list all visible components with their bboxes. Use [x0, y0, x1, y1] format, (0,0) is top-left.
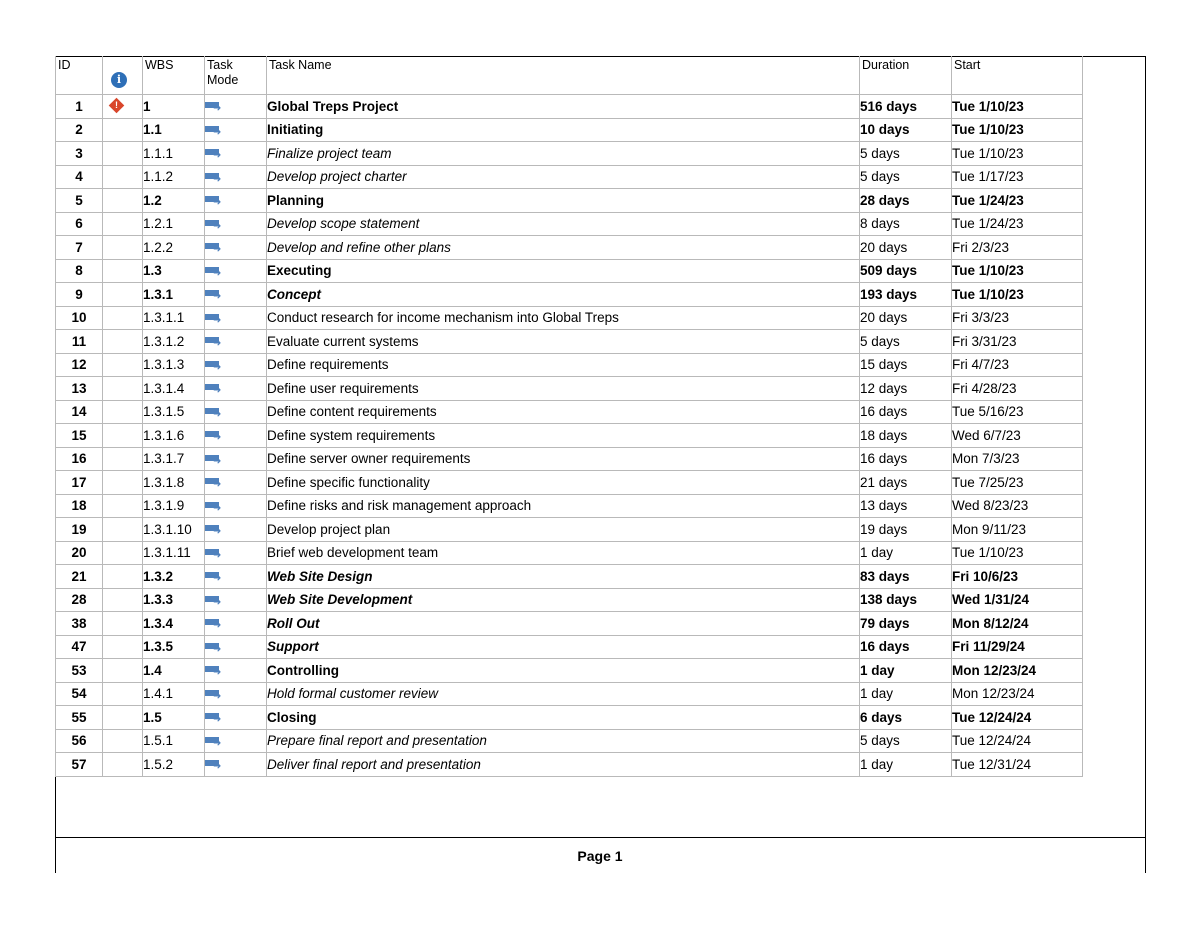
task-indicator — [103, 588, 143, 612]
task-indicator — [103, 236, 143, 260]
auto-scheduled-icon: ➜ — [205, 642, 223, 654]
task-indicator — [103, 729, 143, 753]
task-start[interactable]: Tue 1/10/23 — [952, 283, 1083, 307]
task-name[interactable]: Deliver final report and presentation — [267, 753, 860, 777]
task-row[interactable] — [56, 236, 1083, 260]
task-name[interactable]: Web Site Development — [267, 588, 860, 612]
column-header-duration[interactable]: Duration — [860, 56, 952, 95]
task-id: 57 — [56, 753, 103, 777]
task-start[interactable]: Fri 10/6/23 — [952, 565, 1083, 589]
task-start[interactable]: Wed 1/31/24 — [952, 588, 1083, 612]
task-name[interactable]: Develop project charter — [267, 165, 860, 189]
task-indicator — [103, 471, 143, 495]
task-row[interactable] — [56, 165, 1083, 189]
task-duration[interactable]: 1 day — [860, 541, 952, 565]
task-indicator — [103, 283, 143, 307]
task-start[interactable]: Tue 1/10/23 — [952, 259, 1083, 283]
task-mode-cell[interactable] — [205, 353, 267, 377]
task-indicator — [103, 635, 143, 659]
task-wbs: 1.3.1.4 — [143, 377, 205, 401]
task-wbs: 1.3.1.1 — [143, 306, 205, 330]
task-name[interactable]: Web Site Design — [267, 565, 860, 589]
task-id: 56 — [56, 729, 103, 753]
task-name[interactable]: Hold formal customer review — [267, 682, 860, 706]
task-name[interactable]: Conduct research for income mechanism into Global Treps — [267, 306, 860, 330]
task-id: 55 — [56, 706, 103, 730]
auto-scheduled-icon: ➜ — [205, 571, 223, 583]
task-row[interactable] — [56, 353, 1083, 377]
task-id: 3 — [56, 142, 103, 166]
task-mode-cell[interactable] — [205, 189, 267, 213]
task-name[interactable]: Define system requirements — [267, 424, 860, 448]
task-start[interactable]: Wed 8/23/23 — [952, 494, 1083, 518]
task-id: 5 — [56, 189, 103, 213]
task-duration[interactable]: 5 days — [860, 165, 952, 189]
task-mode-cell[interactable] — [205, 447, 267, 471]
task-start[interactable]: Tue 1/10/23 — [952, 142, 1083, 166]
task-indicator — [103, 753, 143, 777]
task-start[interactable]: Tue 1/24/23 — [952, 189, 1083, 213]
task-list — [56, 95, 1083, 777]
task-id: 8 — [56, 259, 103, 283]
task-row[interactable] — [56, 494, 1083, 518]
task-name[interactable]: Define risks and risk management approach — [267, 494, 860, 518]
auto-scheduled-icon: ➜ — [205, 501, 223, 513]
task-duration[interactable]: 138 days — [860, 588, 952, 612]
task-duration[interactable]: 79 days — [860, 612, 952, 636]
task-start[interactable]: Tue 1/17/23 — [952, 165, 1083, 189]
auto-scheduled-icon: ➜ — [205, 383, 223, 395]
task-row[interactable] — [56, 447, 1083, 471]
task-row[interactable] — [56, 283, 1083, 307]
task-wbs: 1.2 — [143, 189, 205, 213]
task-wbs: 1.2.2 — [143, 236, 205, 260]
task-indicator — [103, 518, 143, 542]
task-mode-cell[interactable] — [205, 635, 267, 659]
task-mode-cell[interactable] — [205, 377, 267, 401]
task-mode-cell[interactable] — [205, 95, 267, 119]
task-indicator — [103, 541, 143, 565]
task-name[interactable]: Define specific functionality — [267, 471, 860, 495]
task-id: 18 — [56, 494, 103, 518]
task-name[interactable]: Evaluate current systems — [267, 330, 860, 354]
auto-scheduled-icon: ➜ — [205, 759, 223, 771]
task-duration[interactable]: 5 days — [860, 729, 952, 753]
auto-scheduled-icon: ➜ — [205, 665, 223, 677]
task-id: 15 — [56, 424, 103, 448]
auto-scheduled-icon: ➜ — [205, 313, 223, 325]
column-header-wbs[interactable]: WBS — [143, 56, 205, 95]
task-duration[interactable]: 1 day — [860, 753, 952, 777]
task-id: 6 — [56, 212, 103, 236]
task-start[interactable]: Tue 1/24/23 — [952, 212, 1083, 236]
task-name[interactable]: Controlling — [267, 659, 860, 683]
task-row[interactable] — [56, 565, 1083, 589]
task-name[interactable]: Planning — [267, 189, 860, 213]
auto-scheduled-icon: ➜ — [205, 736, 223, 748]
task-start[interactable]: Mon 7/3/23 — [952, 447, 1083, 471]
task-start[interactable]: Tue 1/10/23 — [952, 541, 1083, 565]
task-start[interactable]: Tue 1/10/23 — [952, 118, 1083, 142]
task-name[interactable]: Finalize project team — [267, 142, 860, 166]
task-mode-cell[interactable] — [205, 659, 267, 683]
task-start[interactable]: Mon 12/23/24 — [952, 659, 1083, 683]
auto-scheduled-icon: ➜ — [205, 172, 223, 184]
auto-scheduled-icon: ➜ — [205, 430, 223, 442]
task-id: 53 — [56, 659, 103, 683]
auto-scheduled-icon: ➜ — [205, 289, 223, 301]
auto-scheduled-icon: ➜ — [205, 407, 223, 419]
task-wbs: 1.3.3 — [143, 588, 205, 612]
task-duration[interactable]: 83 days — [860, 565, 952, 589]
task-id: 19 — [56, 518, 103, 542]
task-id: 13 — [56, 377, 103, 401]
task-name[interactable]: Initiating — [267, 118, 860, 142]
task-row[interactable] — [56, 400, 1083, 424]
info-icon: i — [111, 72, 127, 88]
task-indicator — [103, 306, 143, 330]
task-row[interactable] — [56, 330, 1083, 354]
column-header-start[interactable]: Start — [952, 56, 1083, 95]
auto-scheduled-icon: ➜ — [205, 336, 223, 348]
task-row[interactable] — [56, 142, 1083, 166]
task-wbs: 1.3.4 — [143, 612, 205, 636]
task-mode-cell[interactable] — [205, 541, 267, 565]
task-indicator — [103, 400, 143, 424]
task-indicator — [103, 142, 143, 166]
task-start[interactable]: Wed 6/7/23 — [952, 424, 1083, 448]
task-indicator — [103, 447, 143, 471]
auto-scheduled-icon: ➜ — [205, 266, 223, 278]
task-id: 7 — [56, 236, 103, 260]
task-mode-cell[interactable] — [205, 400, 267, 424]
task-id: 21 — [56, 565, 103, 589]
task-name[interactable]: Closing — [267, 706, 860, 730]
task-wbs: 1.1.1 — [143, 142, 205, 166]
task-id: 14 — [56, 400, 103, 424]
task-duration[interactable]: 5 days — [860, 330, 952, 354]
task-mode-cell[interactable] — [205, 330, 267, 354]
task-duration[interactable]: 6 days — [860, 706, 952, 730]
task-id: 10 — [56, 306, 103, 330]
task-wbs: 1 — [143, 95, 205, 119]
task-indicator — [103, 659, 143, 683]
task-wbs: 1.3.1.6 — [143, 424, 205, 448]
task-duration[interactable]: 509 days — [860, 259, 952, 283]
task-start[interactable]: Tue 12/24/24 — [952, 729, 1083, 753]
task-row[interactable] — [56, 377, 1083, 401]
task-indicator — [103, 353, 143, 377]
task-duration[interactable]: 8 days — [860, 212, 952, 236]
task-start[interactable]: Tue 12/24/24 — [952, 706, 1083, 730]
task-wbs: 1.5.2 — [143, 753, 205, 777]
task-start[interactable]: Fri 4/7/23 — [952, 353, 1083, 377]
task-indicator — [103, 706, 143, 730]
task-mode-cell[interactable] — [205, 165, 267, 189]
task-indicator — [103, 95, 143, 119]
task-duration[interactable]: 18 days — [860, 424, 952, 448]
task-start[interactable]: Tue 7/25/23 — [952, 471, 1083, 495]
auto-scheduled-icon: ➜ — [205, 148, 223, 160]
task-name[interactable]: Define server owner requirements — [267, 447, 860, 471]
task-duration[interactable]: 12 days — [860, 377, 952, 401]
task-wbs: 1.5 — [143, 706, 205, 730]
task-id: 1 — [56, 95, 103, 119]
task-start[interactable]: Mon 9/11/23 — [952, 518, 1083, 542]
task-start[interactable]: Fri 2/3/23 — [952, 236, 1083, 260]
task-mode-cell[interactable] — [205, 565, 267, 589]
task-row[interactable] — [56, 706, 1083, 730]
column-header-task-name[interactable]: Task Name — [267, 56, 860, 95]
auto-scheduled-icon: ➜ — [205, 689, 223, 701]
task-duration[interactable]: 516 days — [860, 95, 952, 119]
task-duration[interactable]: 10 days — [860, 118, 952, 142]
task-wbs: 1.3.1.3 — [143, 353, 205, 377]
task-name[interactable]: Develop and refine other plans — [267, 236, 860, 260]
task-mode-cell[interactable] — [205, 259, 267, 283]
task-indicator — [103, 165, 143, 189]
task-name[interactable]: Define content requirements — [267, 400, 860, 424]
task-id: 2 — [56, 118, 103, 142]
auto-scheduled-icon: ➜ — [205, 524, 223, 536]
task-name[interactable]: Executing — [267, 259, 860, 283]
column-header-task-mode[interactable]: Task Mode — [205, 56, 267, 95]
task-mode-cell[interactable] — [205, 753, 267, 777]
task-indicator — [103, 330, 143, 354]
task-mode-cell[interactable] — [205, 682, 267, 706]
task-row[interactable] — [56, 635, 1083, 659]
task-row[interactable] — [56, 259, 1083, 283]
task-row[interactable] — [56, 588, 1083, 612]
task-duration[interactable]: 19 days — [860, 518, 952, 542]
task-start[interactable]: Fri 4/28/23 — [952, 377, 1083, 401]
auto-scheduled-icon: ➜ — [205, 101, 223, 113]
task-mode-cell[interactable] — [205, 424, 267, 448]
task-name[interactable]: Roll Out — [267, 612, 860, 636]
task-row[interactable] — [56, 212, 1083, 236]
auto-scheduled-icon: ➜ — [205, 125, 223, 137]
task-id: 17 — [56, 471, 103, 495]
task-duration[interactable]: 21 days — [860, 471, 952, 495]
task-id: 12 — [56, 353, 103, 377]
task-indicator — [103, 494, 143, 518]
task-row[interactable] — [56, 95, 1083, 119]
task-mode-cell[interactable] — [205, 518, 267, 542]
task-name[interactable]: Global Treps Project — [267, 95, 860, 119]
task-wbs: 1.2.1 — [143, 212, 205, 236]
task-start[interactable]: Mon 8/12/24 — [952, 612, 1083, 636]
task-id: 54 — [56, 682, 103, 706]
task-id: 16 — [56, 447, 103, 471]
task-wbs: 1.3.1.2 — [143, 330, 205, 354]
task-row[interactable] — [56, 518, 1083, 542]
auto-scheduled-icon: ➜ — [205, 195, 223, 207]
task-mode-cell[interactable] — [205, 118, 267, 142]
task-row[interactable] — [56, 306, 1083, 330]
task-name[interactable]: Support — [267, 635, 860, 659]
auto-scheduled-icon: ➜ — [205, 477, 223, 489]
header-row — [56, 56, 1083, 95]
task-start[interactable]: Fri 3/31/23 — [952, 330, 1083, 354]
task-wbs: 1.3.1.10 — [143, 518, 205, 542]
task-mode-cell[interactable] — [205, 494, 267, 518]
task-duration[interactable]: 28 days — [860, 189, 952, 213]
task-wbs: 1.3.2 — [143, 565, 205, 589]
task-row[interactable] — [56, 118, 1083, 142]
task-id: 4 — [56, 165, 103, 189]
task-name[interactable]: Concept — [267, 283, 860, 307]
auto-scheduled-icon: ➜ — [205, 548, 223, 560]
task-wbs: 1.3.1 — [143, 283, 205, 307]
task-id: 9 — [56, 283, 103, 307]
auto-scheduled-icon: ➜ — [205, 595, 223, 607]
task-indicator — [103, 682, 143, 706]
task-row[interactable] — [56, 424, 1083, 448]
task-row[interactable] — [56, 753, 1083, 777]
task-duration[interactable]: 16 days — [860, 400, 952, 424]
auto-scheduled-icon: ➜ — [205, 219, 223, 231]
task-indicator — [103, 189, 143, 213]
task-wbs: 1.3.1.8 — [143, 471, 205, 495]
task-id: 28 — [56, 588, 103, 612]
task-row[interactable] — [56, 541, 1083, 565]
task-duration[interactable]: 1 day — [860, 682, 952, 706]
task-row[interactable] — [56, 659, 1083, 683]
task-mode-cell[interactable] — [205, 471, 267, 495]
task-mode-cell[interactable] — [205, 212, 267, 236]
task-start[interactable]: Tue 5/16/23 — [952, 400, 1083, 424]
task-name[interactable]: Define user requirements — [267, 377, 860, 401]
warning-icon[interactable]: ! — [109, 98, 125, 114]
task-name[interactable]: Prepare final report and presentation — [267, 729, 860, 753]
auto-scheduled-icon: ➜ — [205, 360, 223, 372]
task-id: 47 — [56, 635, 103, 659]
task-wbs: 1.3.1.11 — [143, 541, 205, 565]
task-duration[interactable]: 193 days — [860, 283, 952, 307]
task-mode-cell[interactable] — [205, 283, 267, 307]
task-wbs: 1.3 — [143, 259, 205, 283]
task-mode-cell[interactable] — [205, 612, 267, 636]
task-wbs: 1.3.5 — [143, 635, 205, 659]
task-indicator — [103, 118, 143, 142]
task-name[interactable]: Brief web development team — [267, 541, 860, 565]
task-wbs: 1.1 — [143, 118, 205, 142]
task-duration[interactable]: 20 days — [860, 236, 952, 260]
task-duration[interactable]: 1 day — [860, 659, 952, 683]
task-start[interactable]: Fri 3/3/23 — [952, 306, 1083, 330]
task-row[interactable] — [56, 471, 1083, 495]
task-name[interactable]: Develop project plan — [267, 518, 860, 542]
task-indicator — [103, 259, 143, 283]
task-start[interactable]: Tue 12/31/24 — [952, 753, 1083, 777]
task-wbs: 1.3.1.7 — [143, 447, 205, 471]
footer-divider — [55, 837, 1145, 838]
task-mode-cell[interactable] — [205, 142, 267, 166]
task-indicator — [103, 424, 143, 448]
task-mode-cell[interactable] — [205, 306, 267, 330]
task-duration[interactable]: 16 days — [860, 635, 952, 659]
task-id: 11 — [56, 330, 103, 354]
task-mode-cell[interactable] — [205, 706, 267, 730]
task-mode-cell[interactable] — [205, 236, 267, 260]
task-id: 20 — [56, 541, 103, 565]
page-number: Page 1 — [577, 848, 623, 864]
task-id: 38 — [56, 612, 103, 636]
task-wbs: 1.5.1 — [143, 729, 205, 753]
task-row[interactable] — [56, 682, 1083, 706]
task-mode-cell[interactable] — [205, 588, 267, 612]
auto-scheduled-icon: ➜ — [205, 242, 223, 254]
task-wbs: 1.1.2 — [143, 165, 205, 189]
task-name[interactable]: Develop scope statement — [267, 212, 860, 236]
task-start[interactable]: Tue 1/10/23 — [952, 95, 1083, 119]
task-wbs: 1.4.1 — [143, 682, 205, 706]
auto-scheduled-icon: ➜ — [205, 454, 223, 466]
task-duration[interactable]: 16 days — [860, 447, 952, 471]
column-header-id[interactable]: ID — [56, 56, 103, 95]
task-duration[interactable]: 13 days — [860, 494, 952, 518]
task-indicator — [103, 212, 143, 236]
auto-scheduled-icon: ➜ — [205, 712, 223, 724]
task-table — [55, 56, 1083, 777]
task-name[interactable]: Define requirements — [267, 353, 860, 377]
task-wbs: 1.3.1.9 — [143, 494, 205, 518]
task-row[interactable] — [56, 729, 1083, 753]
auto-scheduled-icon: ➜ — [205, 618, 223, 630]
column-header-indicators[interactable] — [103, 56, 143, 95]
task-indicator — [103, 377, 143, 401]
task-row[interactable] — [56, 612, 1083, 636]
task-duration[interactable]: 15 days — [860, 353, 952, 377]
task-duration[interactable]: 5 days — [860, 142, 952, 166]
task-start[interactable]: Mon 12/23/24 — [952, 682, 1083, 706]
task-indicator — [103, 565, 143, 589]
task-row[interactable] — [56, 189, 1083, 213]
task-duration[interactable]: 20 days — [860, 306, 952, 330]
task-indicator — [103, 612, 143, 636]
task-wbs: 1.3.1.5 — [143, 400, 205, 424]
task-wbs: 1.4 — [143, 659, 205, 683]
task-mode-cell[interactable] — [205, 729, 267, 753]
task-start[interactable]: Fri 11/29/24 — [952, 635, 1083, 659]
